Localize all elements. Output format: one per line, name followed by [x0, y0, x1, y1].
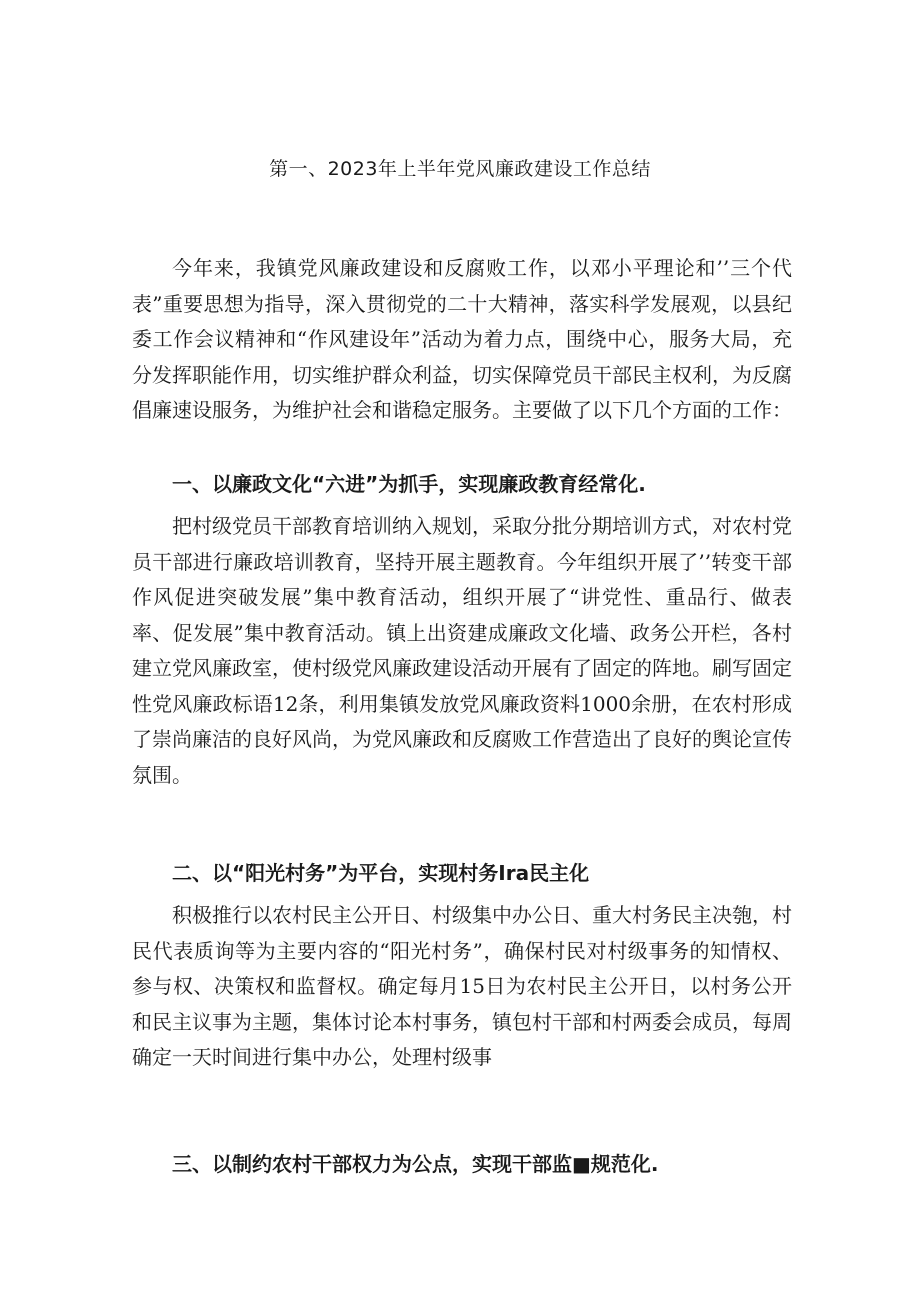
section-body-2: 积极推行以农村民主公开日、村级集中办公日、重大村务民主决匏，村民代表质询等为主要内容的“阳光村务”，确保村民对村级事务的知情权、参与权、决策权和监督权。确定每月15日为农村民主公开日，以村务公开和民主议事为主题，集体讨论本村事务，镇包村干部和村两委会成员，每周确定一天时间进行集中办公，处理村级事 [132, 903, 792, 1069]
section-heading-2: 二、以“阳光村务”为平台，实现村务Ira民主化 [172, 861, 590, 885]
document-title: 第一、2023年上半年党风廉政建设工作总结 [269, 158, 651, 180]
section-heading-1: 一、以廉政文化“六进”为抓手，实现廉政教育经常化. [172, 472, 646, 496]
section-body-1: 把村级党员干部教育培训纳入规划，采取分批分期培训方式，对农村党员干部进行廉政培训教育，坚持开展主题教育。今年组织开展了’’转变干部作风促进突破发展”集中教育活动，组织开展了“讲党性、重品行、做表率、促发展”集中教育活动。镇上出资建成廉政文化墙、政务公开栏，各村建立党风廉政室，使村级党风廉政建设活动开展有了固定的阵地。刷写固定性党风廉政标语12条，利用集镇发放党风廉政资料1000余册，在农村形成了崇尚廉洁的良好风尚，为党风廉政和反腐败工作营造出了良好的舆论宣传氛围。 [132, 514, 792, 787]
section-heading-3: 三、以制约农村干部权力为公点，实现干部监■规范化. [172, 1152, 659, 1176]
intro-paragraph: 今年来，我镇党风廉政建设和反腐败工作，以邓小平理论和’’三个代表”重要思想为指导，深入贯彻党的二十大精神，落实科学发展观，以县纪委工作会议精神和“作风建设年”活动为着力点，围绕中心，服务大局，充分发挥职能作用，切实维护群众利益，切实保障党员干部民主权利，为反腐倡廉速设服务，为维护社会和谐稳定服务。主要做了以下几个方面的工作： [132, 256, 792, 422]
